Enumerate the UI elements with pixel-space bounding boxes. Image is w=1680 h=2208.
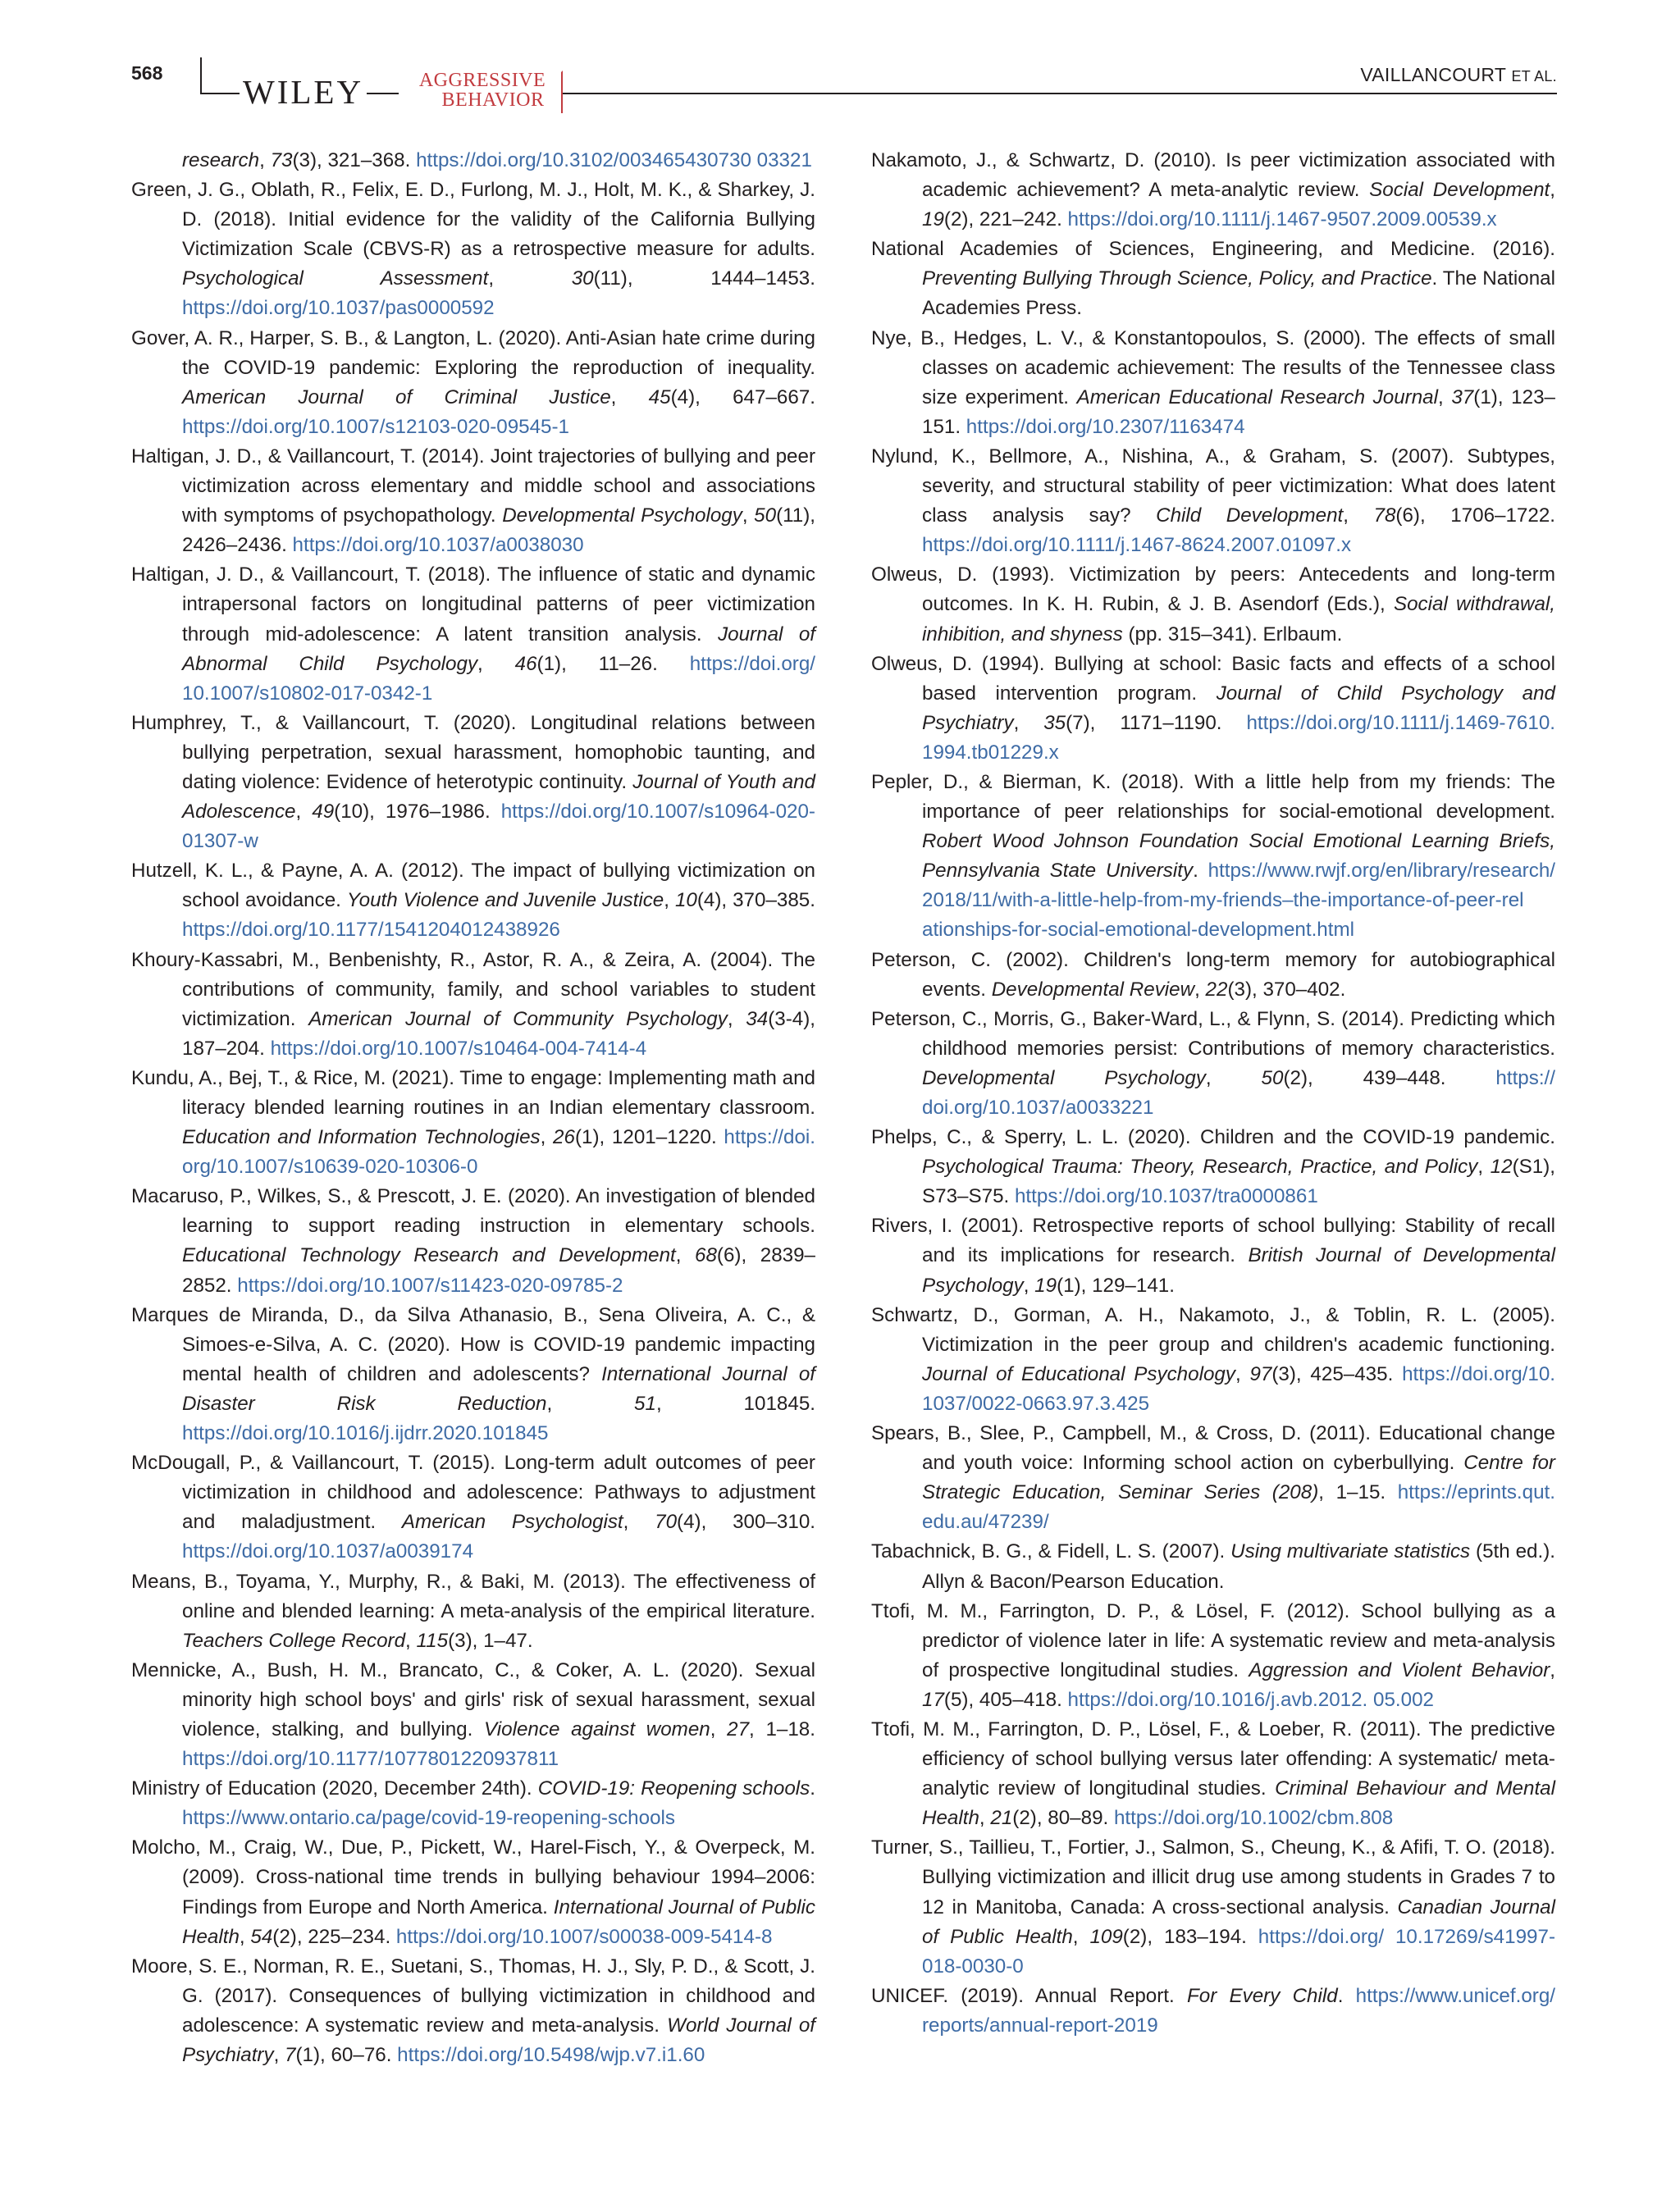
doi-link[interactable]: https://doi.org/10.1016/j.avb.2012. 05.002: [1067, 1688, 1434, 1711]
doi-link[interactable]: https://doi.org/10.1007/s10464-004-7414-4: [270, 1037, 647, 1060]
reference-entry: [131, 1182, 815, 1300]
reference-entry: [131, 442, 815, 560]
doi-link[interactable]: https://www.ontario.ca/page/covid-19-reopening-schools: [182, 1807, 675, 1830]
reference-text: Humphrey, T., & Vaillancourt, T. (2020). Longitudinal relations between bullying perpetration, sexual harassment, homophobic taunting, and dating violence: Evidence of heterotypic continuity.: [131, 711, 815, 793]
reference-text: (11), 2426–2436.: [182, 504, 815, 557]
reference-italic-text: Preventing Bullying Through Science, Policy, and Practice: [922, 267, 1432, 290]
reference-text: (6), 2839–2852.: [182, 1244, 815, 1297]
reference-text: Mennicke, A., Bush, H. M., Brancato, C., & Coker, A. L. (2020). Sexual minority high school boys' and girls' risk of sexual harassment, sexual violence, stalking, and bullying.: [131, 1658, 815, 1740]
reference-entry: [131, 1656, 815, 1774]
reference-entry: [131, 176, 815, 323]
reference-italic-text: 46: [514, 652, 537, 675]
doi-link[interactable]: https:// doi.org/10.1037/a0033221: [922, 1066, 1555, 1119]
reference-italic-text: 27: [727, 1718, 750, 1740]
reference-italic-text: 97: [1249, 1362, 1272, 1385]
reference-entry: [131, 709, 815, 856]
page-number: 568: [131, 62, 163, 84]
reference-text: (2), 80–89.: [1012, 1807, 1114, 1830]
doi-link[interactable]: https://doi.org/10.1007/s00038-009-5414-8: [395, 1925, 773, 1948]
doi-link[interactable]: https://doi. org/10.1007/s10639-020-10306-0: [182, 1126, 815, 1179]
doi-link[interactable]: https://doi.org/10.1016/j.ijdrr.2020.101845: [182, 1422, 549, 1445]
reference-text: ,: [1235, 1362, 1250, 1385]
reference-entry: [871, 946, 1555, 1005]
reference-text: (2), 225–234.: [272, 1925, 396, 1948]
reference-entry: [871, 235, 1555, 323]
reference-text: ,: [546, 1392, 635, 1415]
reference-text: Pepler, D., & Bierman, K. (2018). With a little help from my friends: The importance of peer relationships for social-emotional development.: [871, 770, 1555, 823]
reference-text: Rivers, I. (2001). Retrospective reports of school bullying: Stability of recall and its implications for research.: [871, 1215, 1555, 1267]
reference-text: (1), 60–76.: [295, 2044, 398, 2066]
reference-text: Gover, A. R., Harper, S. B., & Langton, L. (2020). Anti-Asian hate crime during the COVID-19 pandemic: Exploring the reproduction of inequality.: [131, 326, 815, 379]
reference-text: Peterson, C., Morris, G., Baker-Ward, L., & Flynn, S. (2014). Predicting which childhood memories persist: Contributions of memory characteristics.: [871, 1007, 1555, 1060]
reference-text: ,: [295, 801, 313, 823]
reference-italic-text: Child Development: [1156, 504, 1344, 527]
reference-italic-text: 21: [990, 1807, 1013, 1830]
reference-text: .: [1337, 1984, 1356, 2007]
reference-entry: [131, 560, 815, 708]
reference-text: (5), 405–418.: [943, 1688, 1068, 1711]
reference-italic-text: World Journal of Psychiatry: [182, 2014, 815, 2066]
reference-entry: [131, 1774, 815, 1833]
reference-italic-text: Robert Wood Johnson Foundation Social Emotional Learning Briefs, Pennsylvania State University: [922, 830, 1555, 883]
reference-italic-text: 50: [754, 504, 777, 527]
reference-italic-text: 45: [648, 385, 671, 408]
reference-text: McDougall, P., & Vaillancourt, T. (2015). Long-term adult outcomes of peer victimization in childhood and adolescence: Pathways to adjustment and maladjustment.: [131, 1452, 815, 1534]
reference-text: Haltigan, J. D., & Vaillancourt, T. (2014). Joint trajectories of bullying and peer victimization across elementary and middle school and associations with symptoms of psychopathology.: [131, 445, 815, 527]
doi-link[interactable]: https://doi.org/10.1002/cbm.808: [1113, 1807, 1394, 1830]
reference-text: ,: [488, 267, 572, 290]
reference-entry: [871, 1597, 1555, 1715]
reference-italic-text: American Journal of Community Psychology: [308, 1007, 728, 1030]
reference-entry: [871, 442, 1555, 560]
reference-italic-text: Aggression and Violent Behavior: [1249, 1658, 1550, 1681]
reference-italic-text: 50: [1261, 1066, 1284, 1089]
reference-italic-text: Social Development: [1369, 179, 1550, 202]
reference-text: ,: [610, 385, 649, 408]
reference-text: (3), 370–402.: [1227, 978, 1346, 1001]
reference-list-left-column: [131, 146, 815, 2070]
reference-italic-text: Journal of Educational Psychology: [922, 1362, 1235, 1385]
reference-italic-text: Criminal Behaviour and Mental Health: [922, 1777, 1555, 1830]
reference-text: (10), 1976–1986.: [334, 801, 501, 823]
reference-text: ,: [1550, 179, 1555, 202]
reference-entry: [871, 1005, 1555, 1123]
journal-logo-line1: AGGRESSIVE: [418, 70, 546, 91]
reference-text: (1), 123–151.: [922, 385, 1555, 438]
reference-entry: [131, 1567, 815, 1656]
reference-text: Nakamoto, J., & Schwartz, D. (2010). Is peer victimization associated with academic achievement? A meta-analytic review.: [871, 149, 1555, 202]
reference-italic-text: Developmental Psychology: [502, 504, 742, 527]
reference-italic-text: Psychological Trauma: Theory, Research, Practice, and Policy: [922, 1156, 1478, 1179]
reference-text: Molcho, M., Craig, W., Due, P., Pickett, W., Harel-Fisch, Y., & Overpeck, M. (2009). Cross-national time trends in bullying behaviour 1994–2006: Findings from Europe and North America.: [131, 1836, 815, 1918]
reference-text: Nylund, K., Bellmore, A., Nishina, A., & Graham, S. (2007). Subtypes, severity, and structural stability of peer victimization: What does latent class analysis say?: [871, 445, 1555, 527]
journal-logo: [399, 71, 563, 113]
doi-link[interactable]: https://doi.org/10.1007/s12103-020-09545-1: [182, 415, 570, 438]
reference-entry: [871, 1537, 1555, 1596]
reference-italic-text: Educational Technology Research and Development: [182, 1244, 676, 1267]
reference-text: Hutzell, K. L., & Payne, A. A. (2012). The impact of bullying victimization on school avoidance.: [131, 860, 815, 912]
doi-link[interactable]: https://doi.org/10.1007/s11423-020-09785-2: [237, 1274, 623, 1297]
page-header: [131, 57, 1557, 115]
doi-link[interactable]: https://doi.org/ 10.1007/s10802-017-0342-1: [182, 652, 815, 705]
reference-entry: [871, 650, 1555, 768]
reference-text: Means, B., Toyama, Y., Murphy, R., & Baki, M. (2013). The effectiveness of online and blended learning: A meta-analysis of the empirical literature.: [131, 1570, 815, 1622]
reference-entry: [871, 1715, 1555, 1833]
doi-link[interactable]: https://doi.org/10.1111/j.1467-8624.2007.01097.x: [922, 534, 1352, 557]
reference-text: (1), 1201–1220.: [574, 1126, 724, 1149]
reference-text: (1), 129–141.: [1057, 1274, 1175, 1297]
reference-text: ,: [273, 2044, 285, 2066]
reference-italic-text: 26: [553, 1126, 575, 1149]
reference-italic-text: 22: [1205, 978, 1228, 1001]
reference-text: Khoury-Kassabri, M., Benbenishty, R., Astor, R. A., & Zeira, A. (2004). The contributions of community, family, and school variables to student victimization.: [131, 948, 815, 1030]
reference-entry: [871, 146, 1555, 235]
reference-italic-text: For Every Child: [1186, 1984, 1338, 2007]
reference-italic-text: 49: [312, 801, 335, 823]
reference-text: ,: [477, 652, 515, 675]
header-divider: [200, 57, 202, 94]
reference-entry: [131, 324, 815, 442]
reference-entry: [871, 1833, 1555, 1981]
reference-text: (S1), S73–S75.: [922, 1156, 1555, 1208]
reference-italic-text: 68: [695, 1244, 717, 1267]
doi-link[interactable]: https://doi.org/10.1037/a0038030: [292, 534, 584, 557]
reference-text: (3), 1–47.: [448, 1629, 533, 1652]
reference-italic-text: 35: [1043, 711, 1066, 734]
reference-italic-text: Psychological Assessment: [182, 267, 489, 290]
doi-link[interactable]: https://www.unicef.org/ reports/annual-report-2019: [922, 1984, 1555, 2037]
reference-italic-text: 70: [655, 1511, 678, 1534]
reference-text: Phelps, C., & Sperry, L. L. (2020). Children and the COVID-19 pandemic.: [871, 1126, 1555, 1149]
doi-link[interactable]: https://doi.org/10.1177/1077801220937811: [182, 1748, 559, 1771]
reference-italic-text: 73: [270, 149, 293, 171]
doi-link[interactable]: https://www.rwjf.org/en/library/research/ 2018/11/with-a-little-help-from-my-friends–the-importance-of-peer-rel ationships-for-social-emotional-development.html: [922, 860, 1555, 942]
reference-text: Ttofi, M. M., Farrington, D. P., Lösel, F., & Loeber, R. (2011). The predictive efficiency of school bullying versus later offending: A systematic/ meta-analytic review of longitudinal studies.: [871, 1718, 1555, 1800]
publisher-logo: WILEY: [240, 74, 367, 110]
reference-list-right-column: [871, 146, 1555, 2041]
reference-italic-text: 19: [922, 208, 944, 231]
reference-text: ,: [1205, 1066, 1262, 1089]
reference-entry: [131, 1952, 815, 2070]
reference-text: ,: [710, 1718, 728, 1740]
running-head: [1360, 64, 1557, 86]
reference-text: ,: [727, 1007, 746, 1030]
reference-text: ,: [623, 1511, 655, 1534]
doi-link[interactable]: https://doi.org/10.1111/j.1469-7610. 1994.tb01229.x: [922, 711, 1555, 764]
reference-italic-text: 30: [571, 267, 594, 290]
reference-text: Macaruso, P., Wilkes, S., & Prescott, J. E. (2020). An investigation of blended learning to support reading instruction in elementary schools.: [131, 1185, 815, 1238]
reference-italic-text: American Psychologist: [401, 1511, 623, 1534]
reference-italic-text: Violence against women: [484, 1718, 710, 1740]
reference-italic-text: 34: [746, 1007, 769, 1030]
reference-italic-text: 17: [922, 1688, 944, 1711]
doi-link[interactable]: https://doi.org/10.1037/a0039174: [182, 1540, 474, 1563]
reference-text: Olweus, D. (1993). Victimization by peers: Antecedents and long-term outcomes. In K. H. Rubin, & J. B. Asendorf (Eds.),: [871, 563, 1555, 616]
reference-text: (6), 1706–1722.: [1395, 504, 1555, 527]
reference-italic-text: American Journal of Criminal Justice: [182, 385, 611, 408]
reference-entry: [131, 1301, 815, 1448]
reference-text: ,: [259, 149, 271, 171]
reference-entry: [871, 1982, 1555, 2041]
reference-italic-text: Developmental Review: [991, 978, 1195, 1001]
reference-text: , 1–18.: [749, 1718, 815, 1740]
reference-text: (3), 425–435.: [1271, 1362, 1403, 1385]
reference-text: Olweus, D. (1994). Bullying at school: Basic facts and effects of a school based intervention program.: [871, 652, 1555, 705]
doi-link[interactable]: https://doi.org/10. 1037/0022-0663.97.3.425: [922, 1362, 1555, 1415]
doi-link[interactable]: https://doi.org/10.1037/tra0000861: [1014, 1185, 1318, 1208]
reference-italic-text: American Educational Research Journal: [1076, 385, 1438, 408]
reference-text: (11), 1444–1453.: [593, 267, 815, 290]
reference-text: .: [810, 1777, 815, 1800]
reference-text: , 101845.: [655, 1392, 815, 1415]
reference-text: (2), 183–194.: [1122, 1925, 1258, 1948]
reference-text: Spears, B., Slee, P., Campbell, M., & Cross, D. (2011). Educational change and youth voice: Informing school action on cyberbullying.: [871, 1422, 1555, 1475]
reference-italic-text: Developmental Psychology: [922, 1066, 1206, 1089]
reference-italic-text: Youth Violence and Juvenile Justice: [346, 889, 664, 912]
doi-link[interactable]: https://eprints.qut. edu.au/47239/: [922, 1481, 1555, 1534]
reference-text: Peterson, C. (2002). Children's long-term memory for autobiographical events.: [871, 948, 1555, 1001]
reference-italic-text: Teachers College Record: [182, 1629, 406, 1652]
reference-entry: [131, 1833, 815, 1951]
doi-link[interactable]: https://doi.org/10.3102/003465430730 03321: [416, 149, 812, 171]
reference-text: Kundu, A., Bej, T., & Rice, M. (2021). Time to engage: Implementing math and literacy blended learning routines in an Indian elementary classroom.: [131, 1066, 815, 1119]
reference-text: ,: [1343, 504, 1374, 527]
reference-text: ,: [1477, 1156, 1491, 1179]
reference-text: ,: [1438, 385, 1452, 408]
reference-text: Ministry of Education (2020, December 24th).: [131, 1777, 538, 1800]
reference-entry: [871, 1123, 1555, 1211]
reference-text: Schwartz, D., Gorman, A. H., Nakamoto, J., & Toblin, R. L. (2005). Victimization in the peer group and children's academic functioning.: [871, 1303, 1555, 1356]
reference-italic-text: Journal of Youth and Adolescence: [182, 770, 815, 823]
reference-italic-text: Education and Information Technologies: [182, 1126, 541, 1149]
reference-text: , 1–15.: [1318, 1481, 1398, 1504]
reference-entry: [871, 768, 1555, 946]
reference-italic-text: 10: [674, 889, 697, 912]
reference-entry: [131, 1448, 815, 1567]
reference-italic-text: 115: [416, 1629, 449, 1652]
reference-text: (4), 300–310.: [677, 1511, 815, 1534]
reference-text: .: [1193, 860, 1208, 883]
reference-text: National Academies of Sciences, Engineering, and Medicine. (2016).: [871, 238, 1555, 261]
reference-italic-text: 7: [285, 2044, 296, 2066]
reference-text: ,: [1072, 1925, 1090, 1948]
reference-text: (1), 11–26.: [536, 652, 690, 675]
reference-italic-text: 51: [634, 1392, 656, 1415]
reference-entry: [131, 856, 815, 945]
reference-text: (3), 321–368.: [292, 149, 417, 171]
doi-link[interactable]: https://doi.org/10.1111/j.1467-9507.2009.00539.x: [1067, 208, 1497, 231]
reference-italic-text: 12: [1490, 1156, 1513, 1179]
reference-italic-text: Using multivariate statistics: [1230, 1540, 1471, 1563]
reference-italic-text: Centre for Strategic Education, Seminar Series (208): [922, 1452, 1555, 1504]
reference-text: UNICEF. (2019). Annual Report.: [871, 1984, 1187, 2007]
reference-text: Tabachnick, B. G., & Fidell, L. S. (2007).: [871, 1540, 1231, 1563]
reference-italic-text: British Journal of Developmental Psychology: [922, 1244, 1555, 1297]
reference-text: Nye, B., Hedges, L. V., & Konstantopoulos, S. (2000). The effects of small classes on academic achievement: The results of the Tennessee class size experiment.: [871, 326, 1555, 408]
reference-text: ,: [1550, 1658, 1555, 1681]
reference-text: (2), 439–448.: [1283, 1066, 1496, 1089]
reference-entry: [131, 1064, 815, 1182]
reference-text: Marques de Miranda, D., da Silva Athanasio, B., Sena Oliveira, A. C., & Simoes-e-Silva, A. C. (2020). How is COVID-19 pandemic impacting mental health of children and adolescents?: [131, 1303, 815, 1385]
doi-link[interactable]: https://doi.org/10.1007/s10964-020- 01307-w: [182, 801, 815, 853]
reference-text: (3-4), 187–204.: [182, 1007, 815, 1060]
reference-italic-text: 109: [1089, 1925, 1123, 1948]
reference-text: ,: [540, 1126, 554, 1149]
reference-text: Haltigan, J. D., & Vaillancourt, T. (2018). The influence of static and dynamic intrapersonal factors on longitudinal patterns of peer victimization through mid-adolescence: A latent transition analysis.: [131, 563, 815, 646]
reference-text: (5th ed.). Allyn & Bacon/Pearson Education.: [922, 1540, 1555, 1593]
reference-entry: [871, 1301, 1555, 1419]
journal-logo-bracket: [553, 71, 563, 113]
doi-link[interactable]: https://doi.org/10.2307/1163474: [966, 415, 1245, 438]
reference-entry: [131, 946, 815, 1064]
reference-text: (4), 647–667.: [670, 385, 815, 408]
reference-italic-text: International Journal of Public Health: [182, 1896, 815, 1948]
doi-link[interactable]: https://doi.org/10.1177/1541204012438926: [182, 919, 560, 942]
reference-text: Green, J. G., Oblath, R., Felix, E. D., Furlong, M. J., Holt, M. K., & Sharkey, J. D. (2018). Initial evidence for the validity of the California Bullying Victimization Scale (CBVS-R) as a retrospective measure for adults.: [131, 179, 815, 261]
reference-italic-text: 37: [1451, 385, 1474, 408]
reference-text: ,: [1194, 978, 1206, 1001]
reference-text: ,: [1023, 1274, 1035, 1297]
reference-italic-text: International Journal of Disaster Risk Reduction: [182, 1362, 815, 1415]
reference-italic-text: Journal of Abnormal Child Psychology: [182, 623, 815, 675]
reference-entry: [871, 560, 1555, 649]
reference-entry: [131, 146, 815, 176]
reference-italic-text: research: [182, 149, 260, 171]
reference-italic-text: Social withdrawal, inhibition, and shyness: [922, 593, 1555, 646]
reference-italic-text: 54: [250, 1925, 273, 1948]
reference-entry: [871, 1211, 1555, 1300]
doi-link[interactable]: https://doi.org/10.5498/wjp.v7.i1.60: [397, 2044, 705, 2066]
reference-text: ,: [979, 1807, 991, 1830]
reference-text: ,: [675, 1244, 696, 1267]
journal-logo-line2: BEHAVIOR: [441, 89, 545, 111]
reference-entry: [871, 324, 1555, 442]
running-head-suffix: ET AL.: [1511, 68, 1557, 84]
reference-italic-text: Canadian Journal of Public Health: [922, 1896, 1556, 1948]
running-head-author: VAILLANCOURT: [1360, 64, 1506, 85]
reference-italic-text: 78: [1373, 504, 1396, 527]
reference-italic-text: Journal of Child Psychology and Psychiatry: [922, 682, 1555, 734]
reference-text: (4), 370–385.: [696, 889, 815, 912]
reference-text: ,: [1013, 711, 1044, 734]
doi-link[interactable]: https://doi.org/ 10.17269/s41997-018-0030-0: [922, 1925, 1555, 1978]
reference-text: Turner, S., Taillieu, T., Fortier, J., Salmon, S., Cheung, K., & Afifi, T. O. (2018). Bullying victimization and illicit drug use among students in Grades 7 to 12 in Manitoba, Canada: A cross-sectional analysis.: [871, 1836, 1555, 1918]
reference-text: Moore, S. E., Norman, R. E., Suetani, S., Thomas, H. J., Sly, P. D., & Scott, J. G. (2017). Consequences of bullying victimization in childhood and adolescence: A systematic review and meta-analysis.: [131, 1955, 815, 2037]
reference-text: ,: [239, 1925, 251, 1948]
reference-text: (pp. 315–341). Erlbaum.: [1122, 623, 1343, 646]
doi-link[interactable]: https://doi.org/10.1037/pas0000592: [182, 297, 495, 320]
reference-text: ,: [664, 889, 675, 912]
reference-text: (7), 1171–1190.: [1066, 711, 1247, 734]
reference-text: . The National Academies Press.: [922, 267, 1555, 320]
reference-text: ,: [405, 1629, 417, 1652]
reference-text: (2), 221–242.: [943, 208, 1068, 231]
reference-italic-text: COVID-19: Reopening schools: [537, 1777, 810, 1800]
reference-italic-text: 19: [1034, 1274, 1057, 1297]
reference-entry: [871, 1419, 1555, 1537]
reference-text: Ttofi, M. M., Farrington, D. P., & Lösel, F. (2012). School bullying as a predictor of violence later in life: A systematic review and meta-analysis of prospective longitudinal studies.: [871, 1599, 1555, 1681]
reference-text: ,: [742, 504, 755, 527]
